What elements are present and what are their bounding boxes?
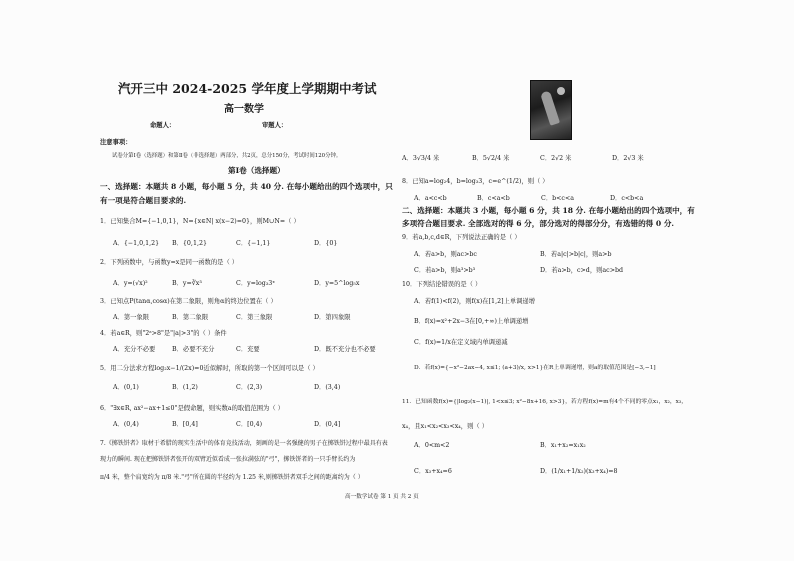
q10-option-d: D．若f(x)={−x²−2ax−4, x≤1; (a+3)/x, x>1}在R上单调递增，则a的取值范围是[−3,−1] — [414, 365, 656, 371]
question-10: 10．下列结论错误的是（ ） — [402, 281, 482, 288]
section2-line1: 二、选择题：本题共 3 小题，每小题 6 分，共 18 分. 在每小题给出的四个选项中，有 — [402, 206, 695, 215]
q5-option-b: B．(1,2) — [172, 384, 198, 391]
q10-option-b: B．f(x)=x²+2x−3在[0,+∞)上单调递增 — [414, 318, 529, 325]
q8-option-d: D．c<b<a — [610, 195, 644, 202]
discus-disc — [557, 87, 565, 95]
question-7-line3: π/4 米，整个肩宽约为 π/8 米."弓"所在圆的半径约为 1.25 米,则掷铁饼者双手之间的距离约为（ ） — [100, 474, 364, 481]
q6-option-c: C．[0,4) — [236, 421, 263, 428]
q4-option-d: D．既不充分也不必要 — [314, 346, 376, 353]
section2-line2: 多项符合题目要求. 全部选对的得 6 分，部分选对的得部分分，有选错的得 0 分. — [402, 219, 675, 228]
question-7-line2: 现力的瞬间. 现在把掷铁饼者张开的双臂近似看成一张拉满弦的"弓"，掷铁饼者的一只手臂长约为 — [100, 456, 356, 463]
q7-option-d: D．2√3 米 — [612, 155, 644, 162]
exam-subtitle: 高一数学 — [224, 104, 264, 115]
q3-option-c: C．第三象限 — [236, 314, 273, 321]
q9-option-a: A．若a>b，则ac>bc — [414, 251, 477, 258]
question-3: 3．已知点P(tanα,cosα)在第二象限，则角α的终边位置在（ ） — [100, 298, 277, 305]
q11-option-a: A．0<m<2 — [414, 442, 450, 449]
question-1: 1．已知集合M={−1,0,1}，N={x∈N| x(x−2)=0}，则M∪N=（ ） — [100, 218, 300, 225]
part1-heading: 第Ⅰ卷（选择题） — [228, 166, 285, 175]
q1-option-a: A．{−1,0,1,2} — [113, 240, 160, 247]
q5-option-a: A．(0,1) — [113, 384, 139, 391]
question-8: 8．已知a=log₂4，b=log₃3，c=e^(1/2)，则（ ） — [402, 178, 549, 185]
q8-option-b: B．c<a<b — [477, 195, 510, 202]
question-4: 4．若a∈R，则"2ᵃ>8"是"|a|>3"的（ ）条件 — [100, 330, 227, 337]
exam-title: 汽开三中 2024-2025 学年度上学期期中考试 — [118, 81, 377, 96]
q3-option-d: D．第四象限 — [314, 314, 351, 321]
statue-figure — [540, 90, 560, 125]
q8-option-a: A．a<c<b — [414, 195, 447, 202]
notes-heading: 注意事项： — [100, 139, 132, 146]
q4-option-c: C．充要 — [236, 346, 260, 353]
question-2: 2．下列函数中，与函数y=x是同一函数的是（ ） — [100, 259, 239, 266]
q1-option-b: B．{0,1,2} — [172, 240, 207, 247]
q11-option-b: B．x₁+x₂=x₁x₂ — [540, 442, 586, 449]
q4-option-a: A．充分不必要 — [113, 346, 156, 353]
reviewer-label: 审题人： — [262, 122, 288, 129]
q2-option-b: B．y=∛x³ — [172, 280, 202, 287]
q6-option-a: A．(0,4) — [113, 421, 139, 428]
discus-thrower-photo — [530, 80, 572, 140]
notes-text: 试卷分第Ⅰ卷（选择题）和第Ⅱ卷（非选择题）两部分，共2页，总分150分，考试时间120分钟。 — [112, 153, 342, 159]
q3-option-a: A．第一象限 — [113, 314, 150, 321]
q3-option-b: B．第二象限 — [172, 314, 209, 321]
q4-option-b: B．必要不充分 — [172, 346, 215, 353]
question-5: 5．用二分法求方程log₂x−1/(2x)=0近似解时，所取的第一个区间可以是（ ） — [100, 365, 319, 372]
q5-option-c: C．(2,3) — [236, 384, 263, 391]
question-9: 9．若a,b,c,d∈R，下列说法正确的是（ ） — [402, 234, 521, 241]
q9-option-c: C．若a>b，则a³>b³ — [414, 267, 476, 274]
page-footer: 高一数学试卷 第 1 页 共 2 页 — [345, 494, 419, 500]
q11-option-d: D．(1/x₁+1/x₂)(x₃+x₄)=8 — [540, 468, 618, 475]
question-11-line2: x₄，且x₁<x₂<x₃<x₄，则（ ） — [402, 423, 488, 430]
q5-option-d: D．(3,4) — [314, 384, 341, 391]
q10-option-a: A．若f(1)<f(2)，则f(x)在[1,2]上单调递增 — [414, 298, 536, 305]
q7-option-b: B．5√2/4 米 — [472, 155, 510, 162]
question-11-line1: 11．已知函数f(x)={|log₂(x−1)|, 1<x≤3; x²−8x+16, x>3}，若方程f(x)=m有4个不同的零点x₁，x₂，x₃， — [402, 399, 688, 405]
q8-option-c: C．b<c<a — [541, 195, 574, 202]
q11-option-c: C．x₃+x₄=6 — [414, 468, 452, 475]
q6-option-b: B．[0,4] — [172, 421, 198, 428]
question-6: 6．"∃x∈R, ax²−ax+1≤0"是假命题，则实数a的取值范围为（ ） — [100, 405, 284, 412]
q10-option-c: C．f(x)=1/x在定义域内单调递减 — [414, 339, 508, 346]
section1-line2: 有一项是符合题目要求的. — [100, 196, 187, 205]
q1-option-d: D．{0} — [314, 240, 338, 247]
q2-option-a: A．y=(√x)² — [113, 280, 148, 287]
q2-option-c: C．y=log₃3ˣ — [236, 280, 275, 287]
q7-option-c: C．2√2 米 — [540, 155, 572, 162]
section1-line1: 一、选择题：本题共 8 小题，每小题 5 分，共 40 分. 在每小题给出的四个选项中，只 — [100, 182, 393, 191]
q1-option-c: C．{−1,1} — [236, 240, 271, 247]
q6-option-d: D．(0,4] — [314, 421, 341, 428]
q9-option-b: B．若a|c|>b|c|，则a>b — [540, 251, 612, 258]
q9-option-d: D．若a>b，c>d，则ac>bd — [540, 267, 624, 274]
author-label: 命题人： — [150, 122, 176, 129]
q7-option-a: A．3√3/4 米 — [402, 155, 440, 162]
question-7-line1: 7.《掷铁饼者》取材于希腊的现实生活中的体育竞技活动，刻画的是一名强健的男子在掷铁饼过程中最具有表 — [100, 440, 388, 447]
q2-option-d: D．y=5^log₅x — [314, 280, 360, 287]
